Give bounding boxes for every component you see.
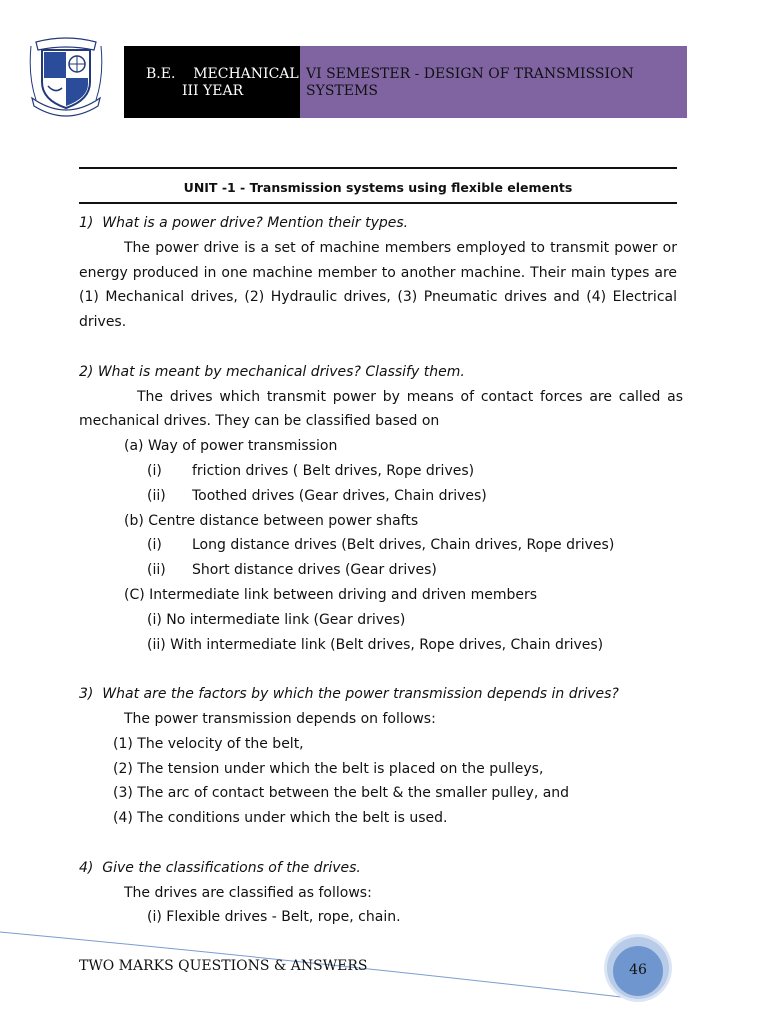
classification-a-title: (a) Way of power transmission [124,438,338,455]
top-rule [79,167,677,169]
answer-2: The drives which transmit power by means of contact forces are called as mechanical drives. They can be classified based on [79,388,683,430]
list-item: (3) The arc of contact between the belt & the smaller pulley, and [113,785,570,802]
classification-b-title: (b) Centre distance between power shafts [124,512,419,529]
list-item: (ii) With intermediate link (Belt drives, Rope drives, Chain drives) [147,636,604,653]
classification-c-title: (C) Intermediate link between driving and driven members [124,586,538,603]
header-subject-box [300,46,687,118]
list-item-text: Long distance drives (Belt drives, Chain drives, Rope drives) [192,537,615,554]
answer-4: The drives are classified as follows: [124,884,372,901]
list-item [79,533,677,558]
list-item-text: Short distance drives (Gear drives) [192,562,437,579]
answer-1: The power drive is a set of machine members employed to transmit power or energy produced in one machine member to another machine. Their main types are (1) Mechanical drives, (2) Hydraulic drives, (3) Pneumatic drives and (4) Electrical drives. [79,239,677,331]
answer-3: The power transmission depends on follows: [124,710,436,727]
question-3: 3) What are the factors by which the power transmission depends in drives? [79,686,619,703]
list-item: (i) No intermediate link (Gear drives) [147,611,406,628]
list-item-num: (ii) [147,562,166,579]
list-item [79,459,677,484]
list-item: (4) The conditions under which the belt is used. [113,810,448,827]
question-4: 4) Give the classifications of the drives. [79,859,361,876]
college-logo [28,36,104,118]
header-subject: VI SEMESTER - DESIGN OF TRANSMISSION SYSTEMS [306,66,634,99]
footer-label: TWO MARKS QUESTIONS & ANSWERS [79,958,368,974]
header-course-box [124,46,300,118]
question-1: 1) What is a power drive? Mention their types. [79,215,409,231]
list-item-text: Toothed drives (Gear drives, Chain drives) [192,487,487,504]
qa-content [79,211,683,930]
bottom-rule [79,202,677,204]
list-item-num: (ii) [147,487,166,504]
list-item-num: (i) [147,537,162,554]
list-item-text: friction drives ( Belt drives, Rope drives) [192,462,475,479]
header-course-line1: B.E. MECHANICAL [146,66,299,82]
list-item: (i) Flexible drives - Belt, rope, chain. [147,909,401,926]
list-item: (1) The velocity of the belt, [113,735,304,752]
list-item: (2) The tension under which the belt is placed on the pulleys, [113,760,544,777]
list-item [79,484,677,509]
header-course-line2: III YEAR [182,83,244,99]
question-2: 2) What is meant by mechanical drives? Classify them. [79,363,465,380]
list-item-num: (i) [147,462,162,479]
unit-title: UNIT -1 - Transmission systems using flexible elements [183,180,573,195]
page-number: 46 [629,962,647,978]
list-item [79,558,677,583]
